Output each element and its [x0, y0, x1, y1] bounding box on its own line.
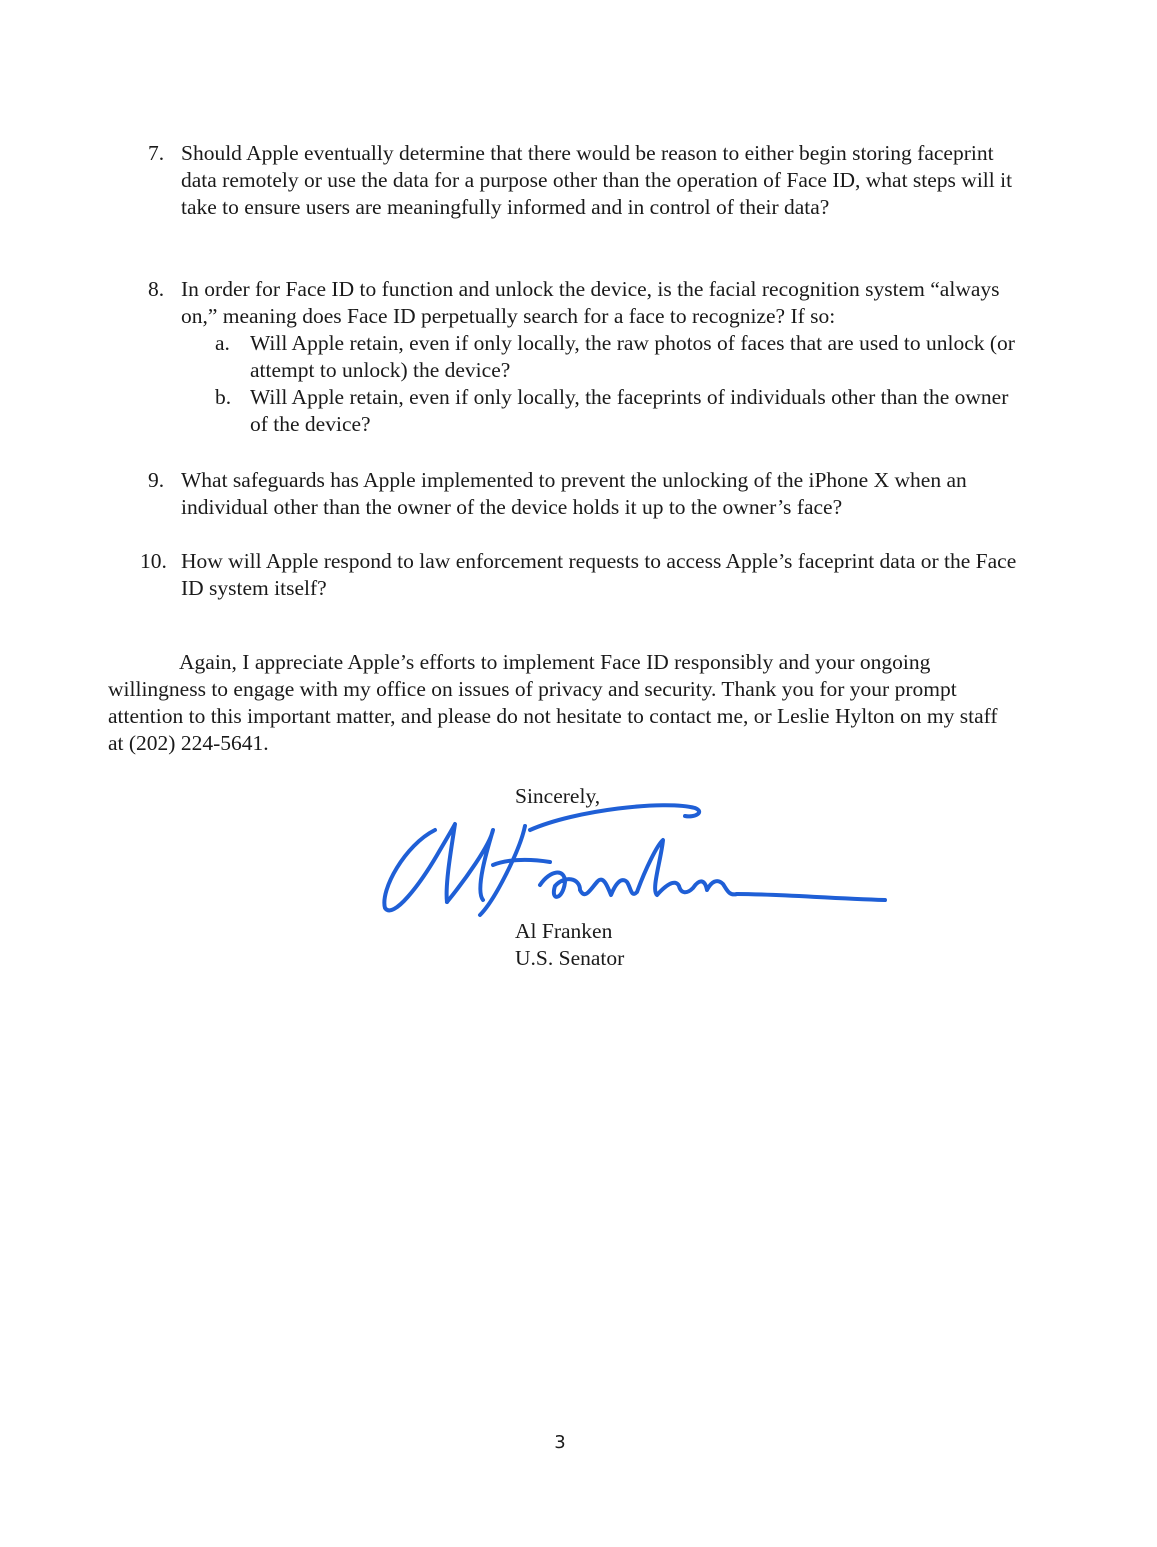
subquestion-text: Will Apple retain, even if only locally, the raw photos of faces that are used to unlock (or attempt to unlock) the device?	[250, 331, 1015, 382]
question-number: 7.	[148, 141, 165, 165]
signer-name: Al Franken	[515, 919, 613, 943]
subquestion-a	[181, 330, 1020, 384]
question-text: How will Apple respond to law enforcement requests to access Apple’s faceprint data or the Face ID system itself?	[181, 549, 1017, 600]
signature-strokes	[384, 805, 885, 915]
signer-title: U.S. Senator	[515, 946, 625, 970]
closing-paragraph	[108, 649, 1008, 757]
salutation: Sincerely,	[515, 784, 601, 808]
question-text: In order for Face ID to function and unlock the device, is the facial recognition system “always on,” meaning does Face ID perpetually search for a face to recognize? If so:	[181, 277, 1000, 328]
closing-text: Again, I appreciate Apple’s efforts to implement Face ID responsibly and your ongoing willingness to engage with my office on issues of privacy and security. Thank you for your prompt attention to this important matter, and please do not hesitate to contact me, or Leslie Hylton on my staff at (202) 224-5641.	[108, 650, 998, 755]
question-number: 9.	[148, 468, 165, 492]
question-number: 8.	[148, 277, 165, 301]
question-text: What safeguards has Apple implemented to prevent the unlocking of the iPhone X when an individual other than the owner of the device holds it up to the owner’s face?	[181, 468, 967, 519]
question-number: 10.	[140, 549, 167, 573]
question-8	[140, 276, 1020, 438]
question-10	[140, 548, 1020, 602]
question-9	[140, 467, 1020, 521]
question-text: Should Apple eventually determine that there would be reason to either begin storing faceprint data remotely or use the data for a purpose other than the operation of Face ID, what steps will it take to ensure users are meaningfully informed and in control of their data?	[181, 141, 1013, 219]
subquestion-label: b.	[215, 385, 232, 409]
handwritten-signature	[375, 790, 895, 930]
subquestion-label: a.	[215, 331, 230, 355]
question-7	[140, 140, 1020, 221]
subquestion-b	[181, 384, 1020, 438]
page-number: 3	[554, 1432, 566, 1453]
subquestion-text: Will Apple retain, even if only locally, the faceprints of individuals other than the owner of the device?	[250, 385, 1009, 436]
